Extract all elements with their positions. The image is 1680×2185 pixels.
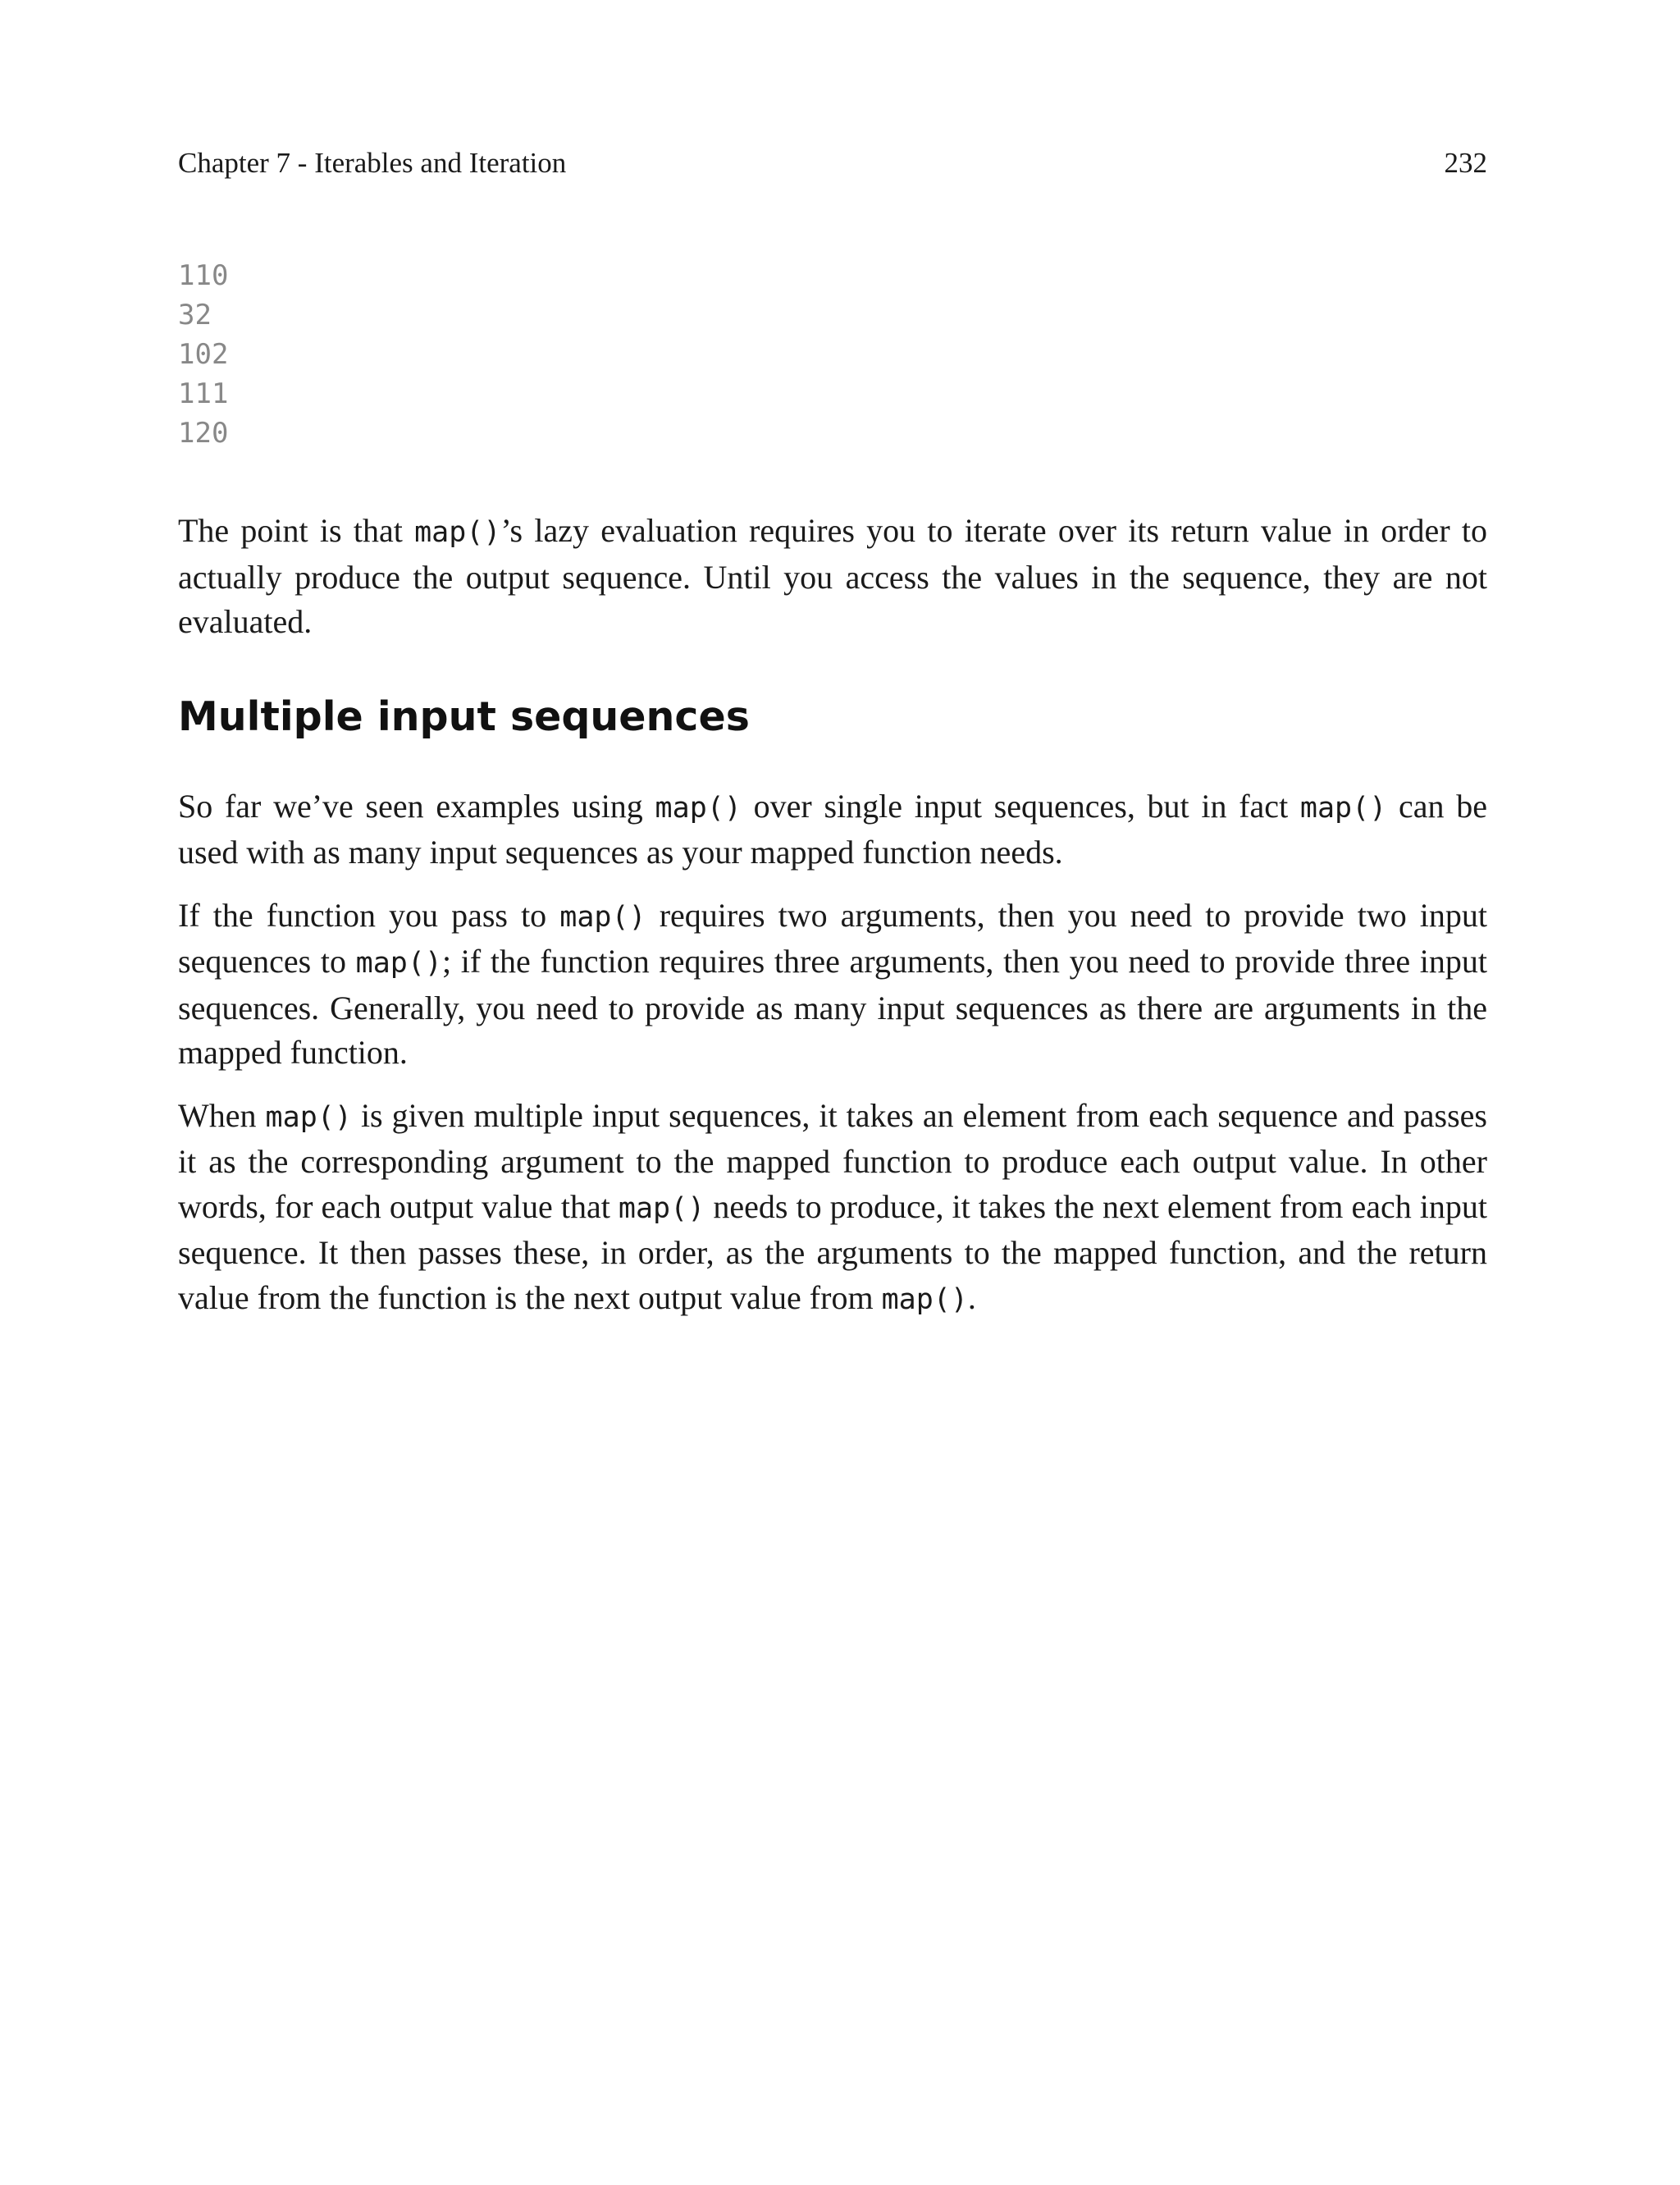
inline-code: map(): [881, 1282, 968, 1316]
text-run: is given multiple input sequences, it takes an element from each sequence and passes it as the corresponding argument to the mapped function to produce each output value. In other words, for each output value that: [178, 1096, 1487, 1225]
code-output-block: [178, 256, 228, 453]
text-run: If the function you pass to: [178, 896, 560, 934]
code-output-line: 32: [178, 299, 212, 331]
text-run: .: [967, 1278, 976, 1316]
text-run: ; if the function requires three arguments, then you need to provide three input sequences. Generally, you need to provide as many input sequences as there are arguments in the mapped function.: [178, 943, 1487, 1071]
text-run: requires two arguments, then you need to provide two input sequences to: [178, 896, 1487, 980]
text-run: can be used with as many input sequences as your mapped function needs.: [178, 787, 1487, 871]
paragraph-lazy-evaluation: [178, 509, 1487, 645]
code-output-line: 111: [178, 377, 229, 410]
inline-code: map(): [618, 1191, 705, 1225]
text-run: ’s lazy evaluation requires you to iterate over its return value in order to actually produce the output sequence. Until you access the values in the sequence, they are not evaluated.: [178, 512, 1487, 640]
chapter-title: Chapter 7 - Iterables and Iteration: [178, 147, 567, 179]
text-run: So far we’ve seen examples using: [178, 787, 655, 825]
inline-code: map(): [1299, 791, 1387, 825]
code-output-line: 110: [178, 259, 229, 292]
paragraph-arguments-count: [178, 894, 1487, 1076]
body-text: [178, 509, 1487, 1340]
section-heading: Multiple input sequences: [178, 693, 750, 740]
paragraph-multiple-inputs-intro: [178, 784, 1487, 875]
text-run: needs to produce, it takes the next element from each input sequence. It then passes these, in order, as the arguments to the mapped function, and the return value from the function is the next output value from: [178, 1187, 1487, 1316]
inline-code: map(): [265, 1100, 352, 1134]
inline-code: map(): [355, 947, 442, 980]
text-run: over single input sequences, but in fact: [741, 787, 1300, 825]
paragraph-element-passing: [178, 1094, 1487, 1323]
code-output-line: 102: [178, 338, 229, 371]
text-run: When: [178, 1096, 266, 1134]
inline-code: map(): [559, 900, 646, 934]
inline-code: map(): [414, 516, 501, 549]
page-number: 232: [1444, 147, 1487, 179]
inline-code: map(): [655, 791, 742, 825]
text-run: The point is that: [178, 512, 415, 549]
code-output-line: 120: [178, 417, 229, 450]
running-header: [178, 144, 1487, 183]
